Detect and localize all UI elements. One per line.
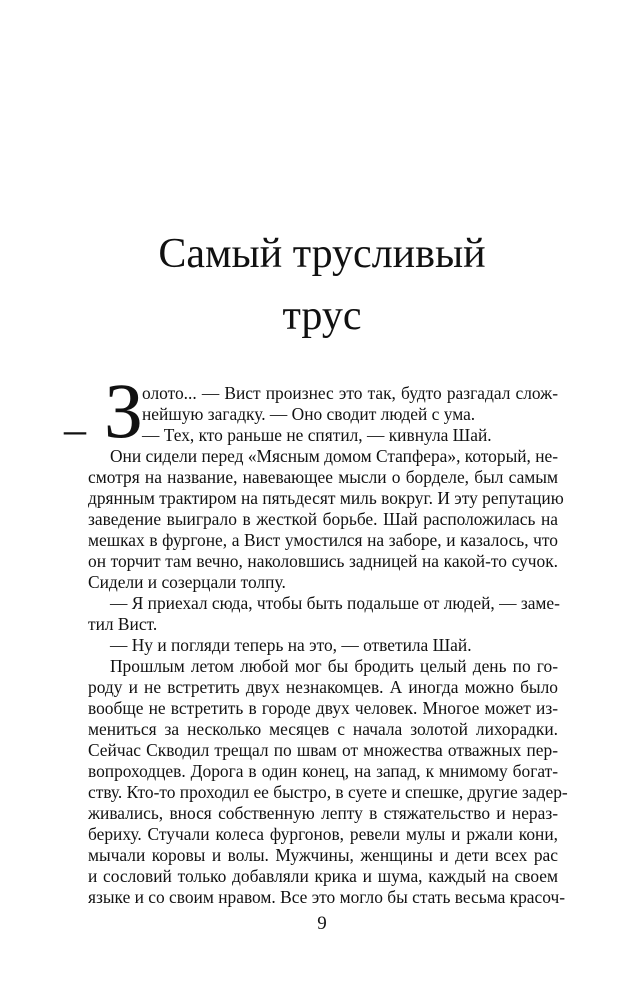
text-line: — Тех, кто раньше не спятил, — кивнула Шай. xyxy=(142,425,492,445)
dropcap-letter: З xyxy=(104,367,144,454)
text-line: живались, внося собственную лепту в стяжательство и нераз- xyxy=(88,803,558,823)
dropcap-dash: – xyxy=(64,405,86,454)
text-line: и сословий только добавляли крика и шума, каждый на своем xyxy=(88,866,558,886)
text-line: — Я приехал сюда, чтобы быть подальше от людей, — заме- xyxy=(110,593,560,613)
chapter-title-line-1: Самый трусливый xyxy=(158,231,486,277)
text-line: мычали коровы и волы. Мужчины, женщины и дети всех рас xyxy=(88,845,558,865)
text-line: нейшую загадку. — Оно сводит людей с ума. xyxy=(142,404,476,424)
text-line: он торчит там вечно, наколовшись задницей на какой-то сучок. xyxy=(88,551,558,571)
text-line: вопроходцев. Дорога в один конец, на запад, к мнимому богат- xyxy=(88,761,558,781)
text-line: бериху. Стучали колеса фургонов, ревели мулы и ржали кони, xyxy=(88,824,558,844)
text-line: ству. Кто-то проходил ее быстро, в суете и спешке, другие задер- xyxy=(88,782,568,802)
text-line: Сейчас Скводил трещал по швам от множества отважных пер- xyxy=(88,740,558,760)
text-line: тил Вист. xyxy=(88,614,158,634)
chapter-title-line-2: трус xyxy=(282,293,362,339)
text-line: мешках в фургоне, а Вист умостился на заборе, и казалось, что xyxy=(88,530,558,550)
text-line: смотря на название, навевающее мысли о борделе, был самым xyxy=(88,467,558,487)
text-line: дрянным трактиром на пятьдесят миль вокруг. И эту репутацию xyxy=(88,488,564,508)
text-line: Сидели и созерцали толпу. xyxy=(88,572,286,592)
chapter-title xyxy=(0,223,644,347)
text-line: — Ну и погляди теперь на это, — ответила Шай. xyxy=(110,635,472,655)
text-line: Прошлым летом любой мог бы бродить целый день по го- xyxy=(110,656,558,676)
text-line: Они сидели перед «Мясным домом Стапфера», который, не- xyxy=(110,446,559,466)
text-line: языке и со своим нравом. Все это могло бы стать весьма красоч- xyxy=(88,887,566,907)
text-line: олото... — Вист произнес это так, будто разгадал слож- xyxy=(142,383,558,403)
page-number: 9 xyxy=(317,913,327,934)
text-line: роду и не встретить двух незнакомцев. А иногда можно было xyxy=(88,677,558,697)
text-line: вообще не встретить в городе двух человек. Многое может из- xyxy=(88,698,558,718)
text-line: мениться за несколько месяцев с начала золотой лихорадки. xyxy=(88,719,558,739)
text-line: заведение выиграло в жесткой борьбе. Шай расположилась на xyxy=(88,509,558,529)
